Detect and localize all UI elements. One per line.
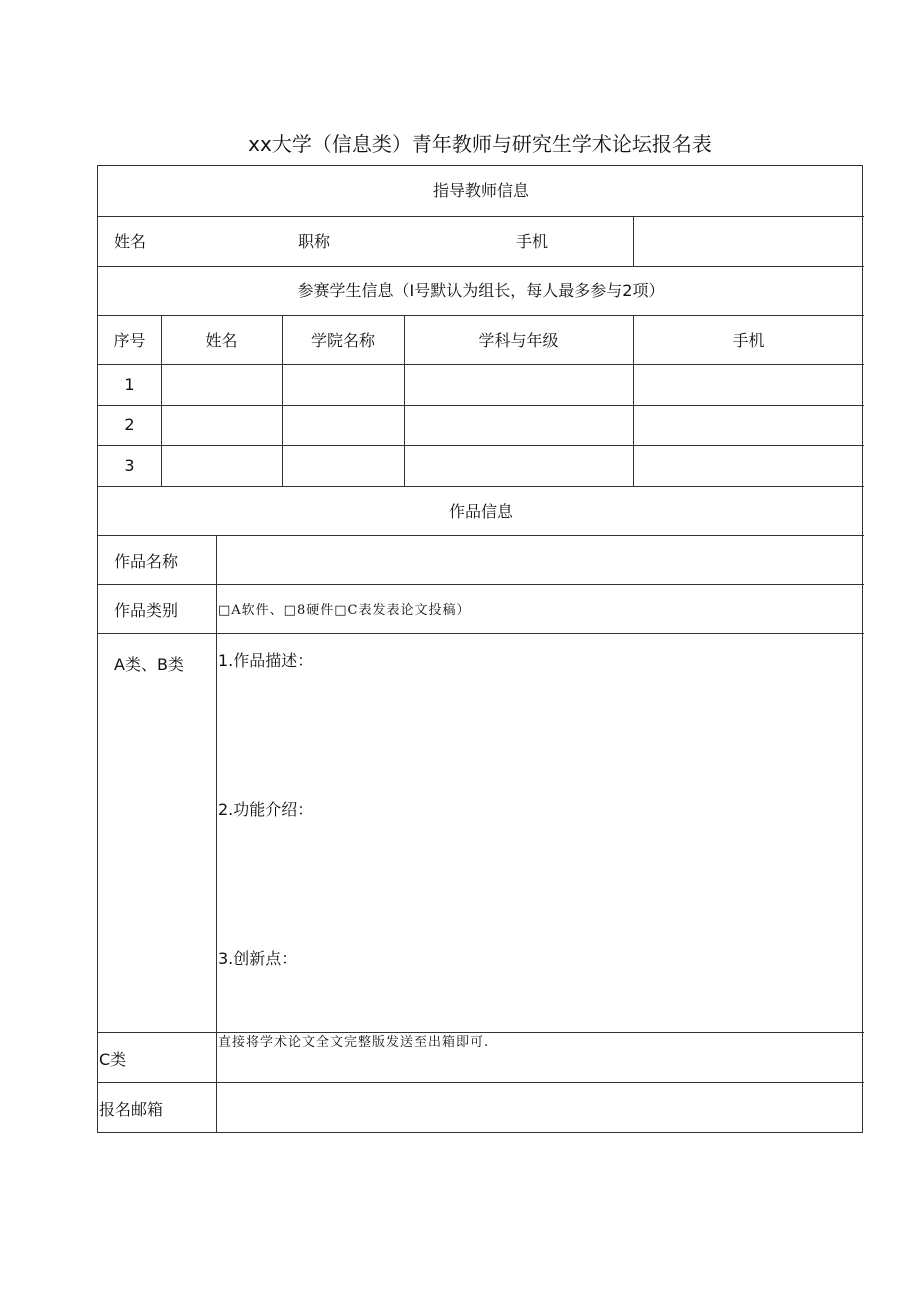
advisor-name-label: 姓名 — [114, 232, 147, 251]
advisor-title-label: 职称 — [298, 232, 331, 251]
column-header-phone: 手机 — [732, 331, 765, 350]
advisor-section-header: 指导教师信息 — [432, 181, 529, 200]
column-header-major-grade: 学科与年级 — [478, 331, 559, 350]
divider — [98, 364, 864, 365]
divider — [98, 1082, 864, 1083]
email-label: 报名邮箱 — [99, 1100, 164, 1119]
page-title: xx大学（信息类）青年教师与研究生学术论坛报名表 — [248, 132, 712, 156]
work-description-label: 1.作品描述： — [218, 651, 314, 670]
divider — [98, 535, 864, 536]
innovation-label: 3.创新点： — [218, 949, 298, 968]
divider — [98, 584, 864, 585]
row-index: 3 — [124, 456, 135, 475]
student-section-header: 参赛学生信息（I号默认为组长，每人最多参与2项） — [297, 281, 665, 300]
column-header-college: 学院名称 — [310, 331, 375, 350]
advisor-phone-label: 手机 — [516, 232, 549, 251]
c-category-note: 直接将学术论文全文完整版发送至出箱即可. — [218, 1035, 490, 1050]
divider — [98, 315, 864, 316]
work-name-label: 作品名称 — [114, 552, 179, 571]
registration-form — [97, 165, 863, 1133]
divider — [98, 266, 864, 267]
c-category-label: C类 — [99, 1050, 127, 1069]
divider — [633, 216, 634, 266]
divider — [98, 486, 864, 487]
divider — [98, 405, 864, 406]
work-category-options: □A软件、□8硬件□C表发表论文投稿） — [218, 603, 471, 618]
divider — [98, 633, 864, 634]
ab-category-label: A类、B类 — [114, 655, 184, 674]
row-index: 1 — [124, 375, 135, 394]
divider — [216, 535, 217, 1133]
work-section-header: 作品信息 — [448, 502, 513, 521]
row-index: 2 — [124, 415, 135, 434]
column-header-index: 序号 — [113, 331, 146, 350]
column-header-name: 姓名 — [205, 331, 238, 350]
function-intro-label: 2.功能介绍： — [218, 800, 314, 819]
divider — [98, 445, 864, 446]
work-category-label: 作品类别 — [114, 601, 179, 620]
divider — [98, 216, 864, 217]
